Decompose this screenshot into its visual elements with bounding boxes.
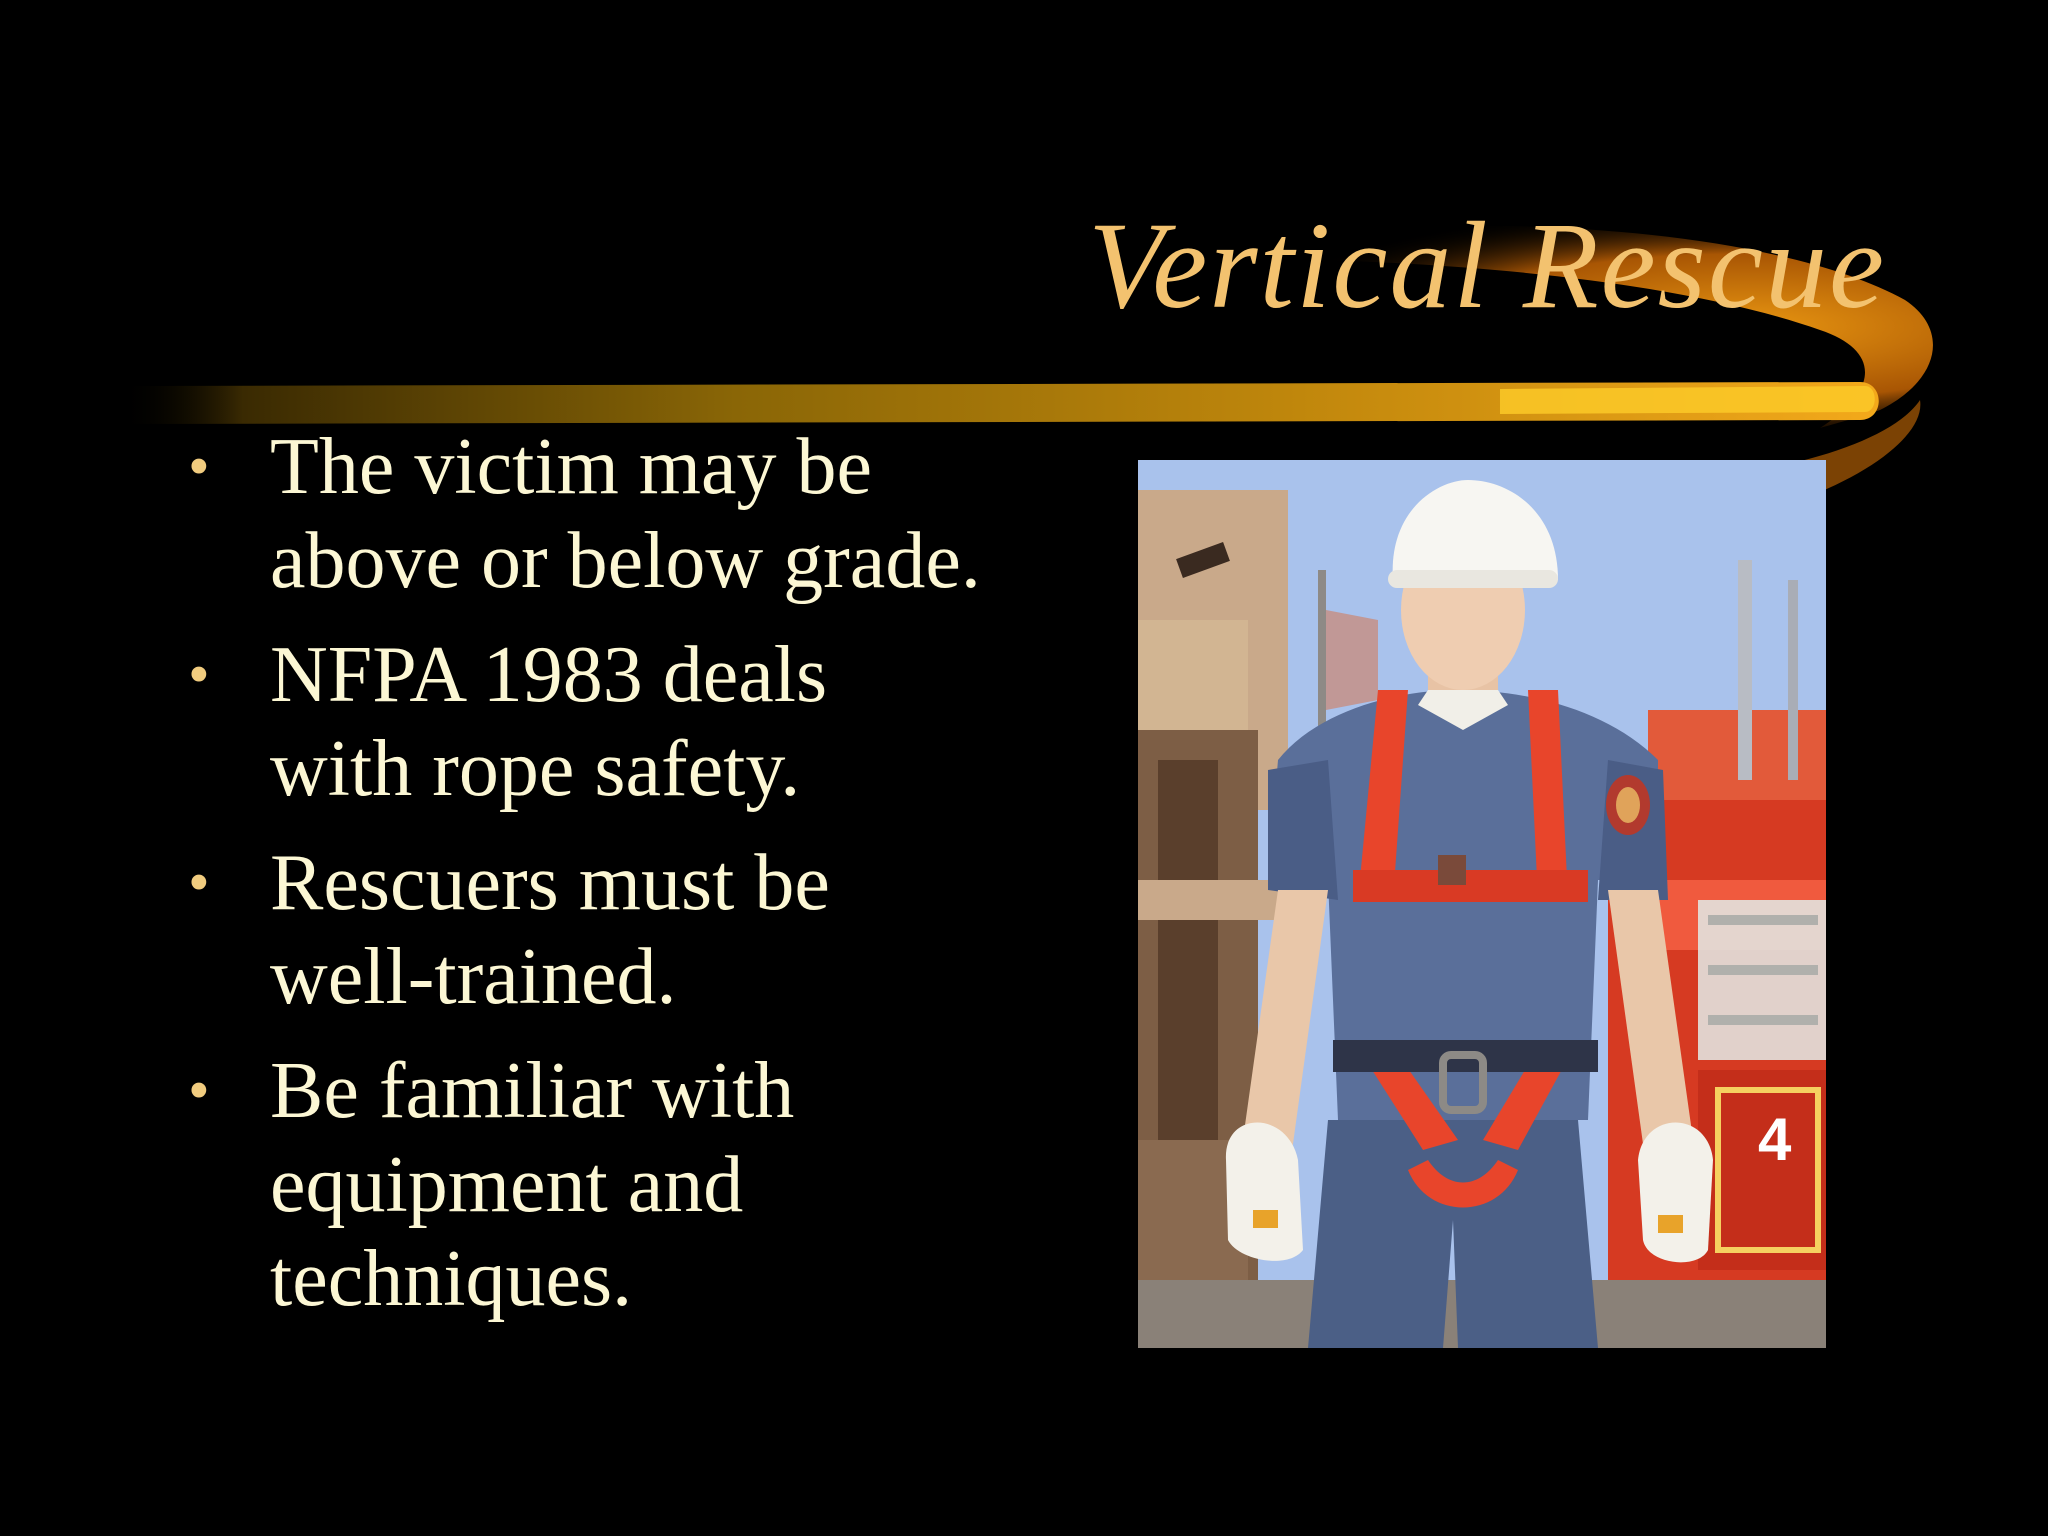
bullet-item <box>188 836 988 1024</box>
bullet-text: NFPA 1983 deals with rope safety. <box>270 631 828 813</box>
svg-text:4: 4 <box>1758 1106 1792 1173</box>
bullet-text: Be familiar with equipment and techniques. <box>270 1047 795 1323</box>
bullet-item <box>188 1044 988 1326</box>
bullet-text: Rescuers must be well-trained. <box>270 839 830 1021</box>
bullet-dot-icon: • <box>188 849 210 917</box>
slide-title: Vertical Rescue <box>1088 197 1886 334</box>
firefighter-harness-photo <box>1138 460 1826 1348</box>
photo-illustration-icon <box>1138 460 1826 1348</box>
bullet-dot-icon: • <box>188 1057 210 1125</box>
bullet-item <box>188 420 988 608</box>
bullet-dot-icon: • <box>188 433 210 501</box>
bullet-item <box>188 628 988 816</box>
bullet-dot-icon: • <box>188 641 210 709</box>
bullet-text: The victim may be above or below grade. <box>270 423 981 605</box>
bullet-list <box>188 420 988 1346</box>
